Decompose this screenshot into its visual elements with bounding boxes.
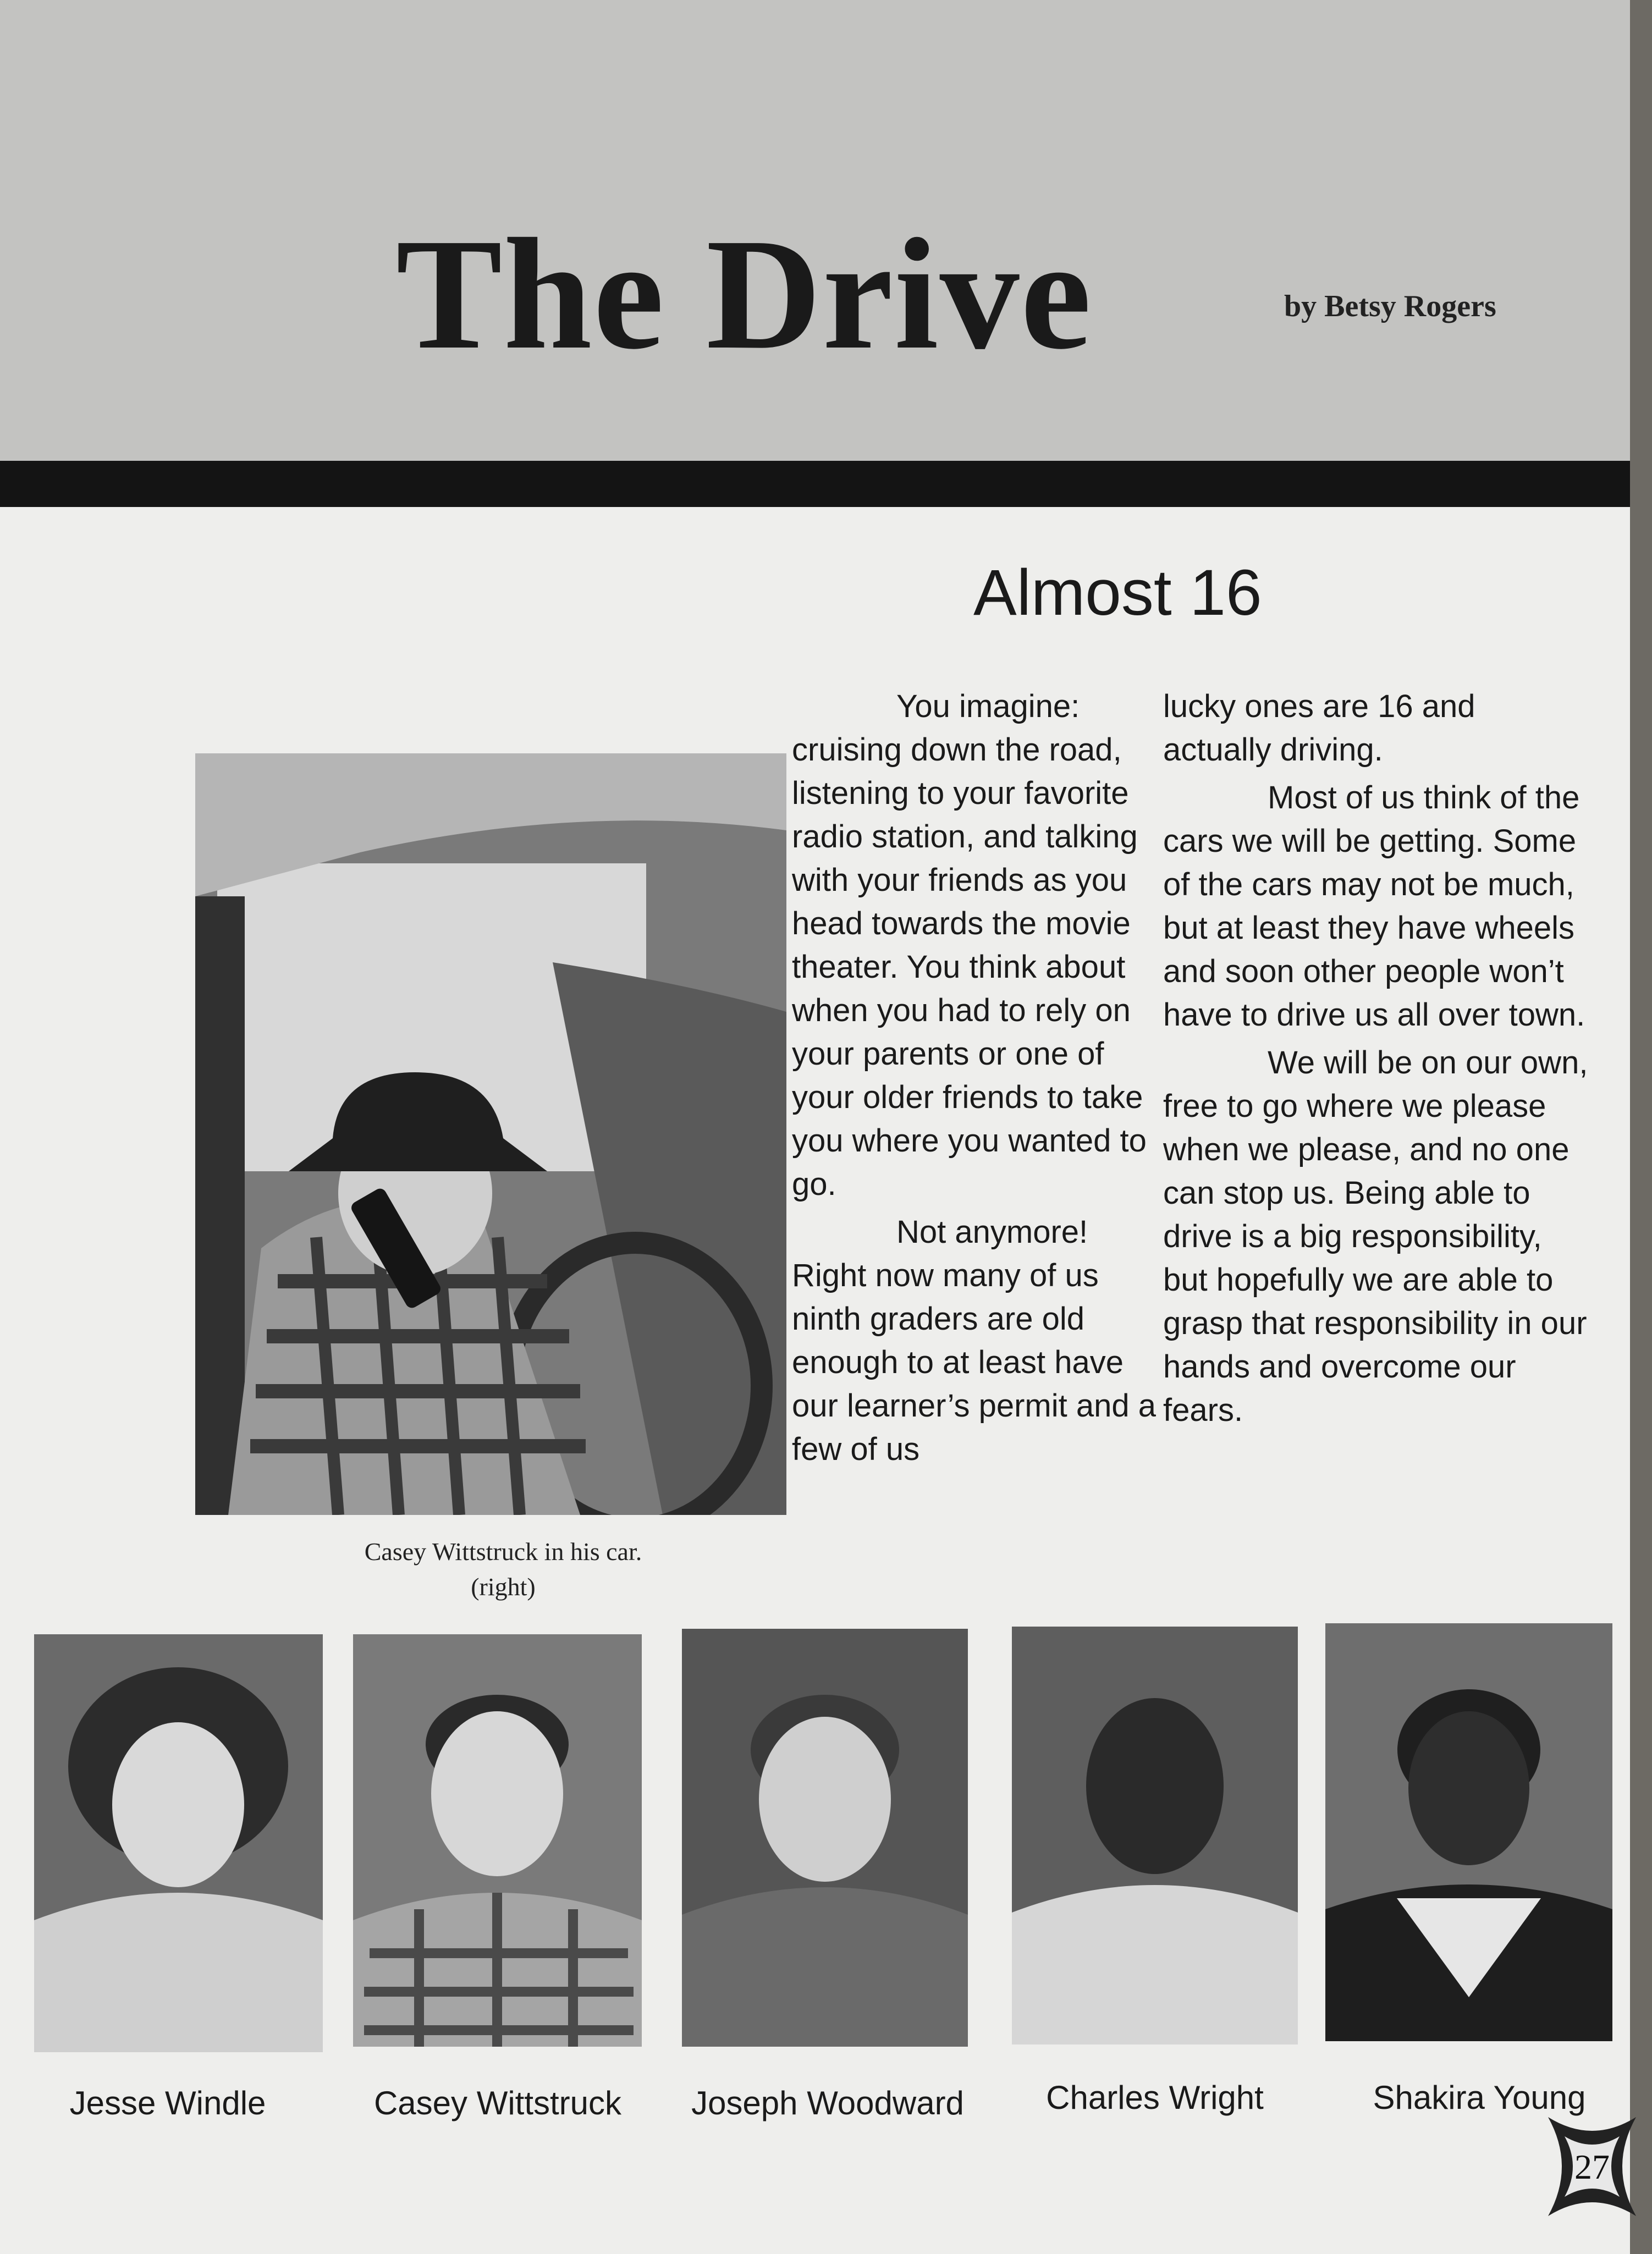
paragraph: We will be on our own, free to go where we please when we please, and no one can stop us. Being able to drive is a big responsibility, but hopefully we are able to grasp that responsibility in our hands and overcome our fears.	[1163, 1045, 1588, 1428]
paragraph: You imagine: cruising down the road, listening to your favorite radio station, and talking with your friends as you head towards the movie theater. You think about when you had to rely on your parents or one of your older friends to take you where you wanted to go.	[792, 688, 1147, 1202]
paragraph: Most of us think of the cars we will be getting. Some of the cars may not be much, but at least they have wheels and soon other people won’t have to drive us all over town.	[1163, 780, 1585, 1033]
article-column-2	[1163, 685, 1592, 1432]
photo-caption	[275, 1534, 731, 1605]
byline: by Betsy Rogers	[1284, 289, 1496, 323]
portrait-joseph-woodward	[682, 1629, 968, 2047]
portrait-charles-wright	[1012, 1627, 1298, 2044]
article-subtitle: Almost 16	[973, 556, 1262, 629]
page-number: 27	[1574, 2147, 1610, 2186]
portrait-name: Jesse Windle	[69, 2085, 266, 2121]
portrait-shakira-young	[1325, 1623, 1612, 2041]
photo-caption-line1: Casey Wittstruck in his car.	[364, 1537, 642, 1566]
portrait-name: Charles Wright	[1046, 2079, 1264, 2116]
portrait-jesse-windle	[34, 1634, 323, 2052]
page-number-badge	[1543, 2112, 1642, 2222]
photo-caption-line2: (right)	[471, 1573, 536, 1601]
portrait-casey-wittstruck	[353, 1634, 642, 2047]
header-rule	[0, 461, 1630, 507]
article-column-1	[792, 685, 1166, 1471]
portrait-name: Joseph Woodward	[691, 2085, 964, 2121]
portrait-name: Casey Wittstruck	[373, 2085, 622, 2121]
header-band	[0, 0, 1630, 467]
page-edge	[1630, 0, 1652, 2254]
paragraph: Not anymore! Right now many of us ninth graders are old enough to at least have our learner’s permit and a few of us	[792, 1214, 1156, 1467]
paragraph: lucky ones are 16 and actually driving.	[1163, 688, 1475, 768]
page-title: The Drive	[396, 206, 1093, 382]
car-photo	[195, 753, 786, 1515]
portrait-name: Shakira Young	[1373, 2079, 1586, 2116]
